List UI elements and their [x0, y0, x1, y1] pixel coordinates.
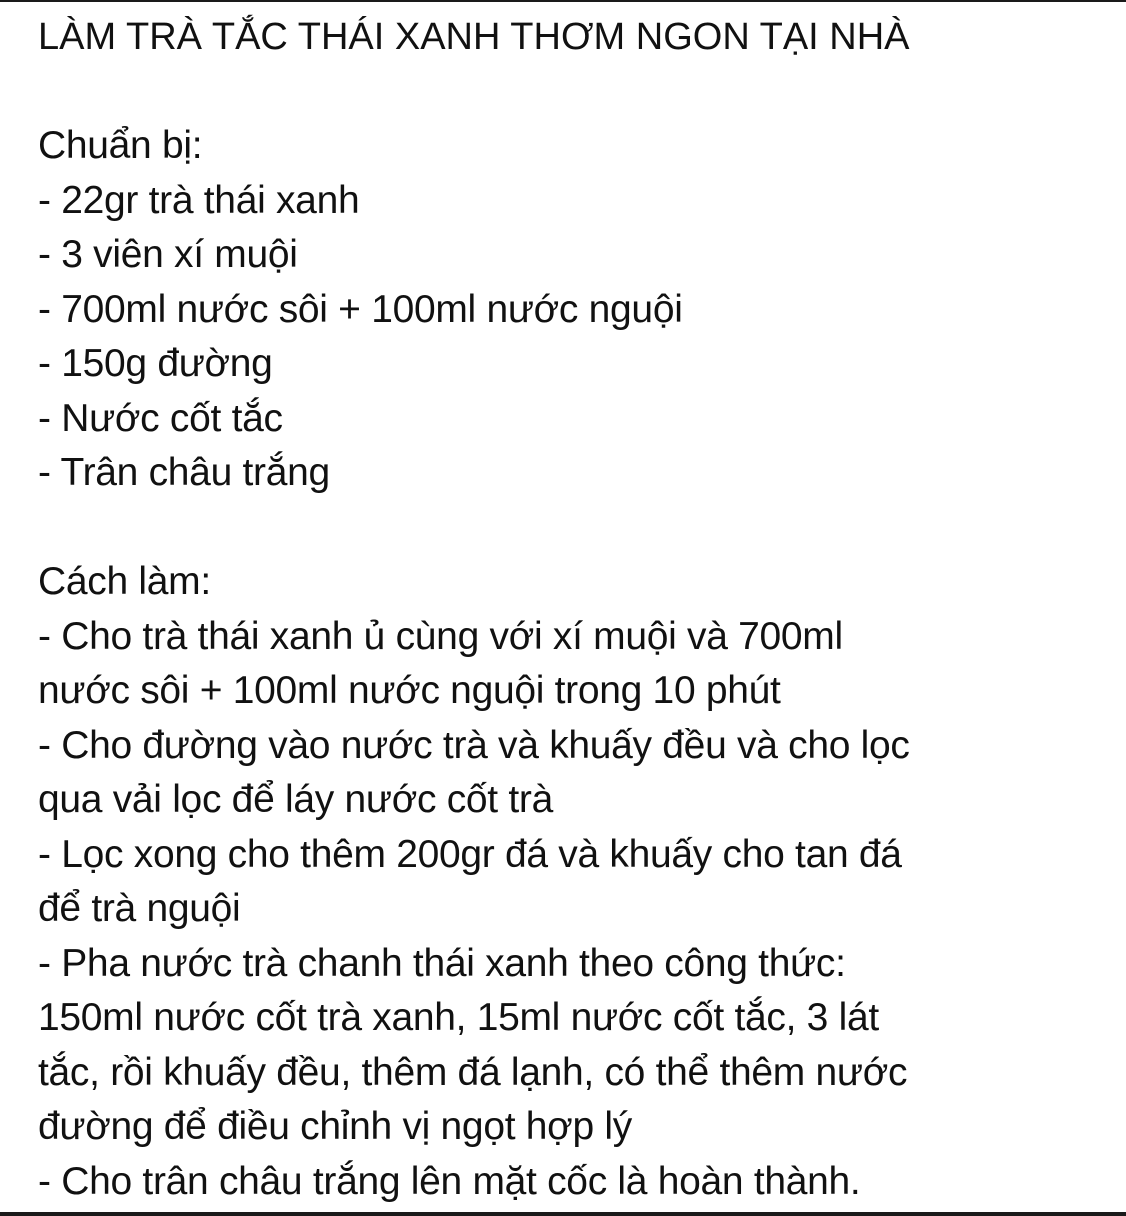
method-step-line: tắc, rồi khuấy đều, thêm đá lạnh, có thể thêm nước: [38, 1050, 908, 1094]
method-step-line: 150ml nước cốt trà xanh, 15ml nước cốt tắc, 3 lát: [38, 996, 879, 1039]
note-title: LÀM TRÀ TẮC THÁI XANH THƠM NGON TẠI NHÀ: [38, 16, 910, 58]
prep-item: - 150g đường: [38, 342, 273, 385]
method-heading: Cách làm:: [38, 560, 211, 603]
method-step-line: - Lọc xong cho thêm 200gr đá và khuấy cho tan đá: [38, 832, 902, 876]
method-step-line: - Cho đường vào nước trà và khuấy đều và cho lọc: [38, 723, 910, 767]
top-border: [0, 0, 1126, 2]
prep-item: - 22gr trà thái xanh: [38, 178, 360, 222]
spacer: [38, 501, 1108, 556]
prep-item: - 700ml nước sôi + 100ml nước nguội: [38, 287, 683, 331]
spacer: [38, 65, 1108, 120]
method-step-line: qua vải lọc để láy nước cốt trà: [38, 778, 553, 821]
method-step-line: nước sôi + 100ml nước nguội trong 10 phút: [38, 669, 781, 712]
prep-item: - 3 viên xí muội: [38, 233, 298, 276]
prep-heading: Chuẩn bị:: [38, 124, 203, 167]
method-step-line: - Cho trân châu trắng lên mặt cốc là hoàn thành.: [38, 1159, 861, 1203]
method-step-line: - Cho trà thái xanh ủ cùng với xí muội và 700ml: [38, 614, 843, 658]
note-body: [38, 10, 1108, 1209]
prep-item: - Trân châu trắng: [38, 451, 330, 494]
method-step-line: để trà nguội: [38, 887, 241, 930]
prep-item: - Nước cốt tắc: [38, 396, 283, 440]
method-step-line: - Pha nước trà chanh thái xanh theo công thức:: [38, 941, 846, 985]
bottom-border: [0, 1212, 1126, 1216]
method-step-line: đường để điều chỉnh vị ngọt hợp lý: [38, 1105, 632, 1148]
